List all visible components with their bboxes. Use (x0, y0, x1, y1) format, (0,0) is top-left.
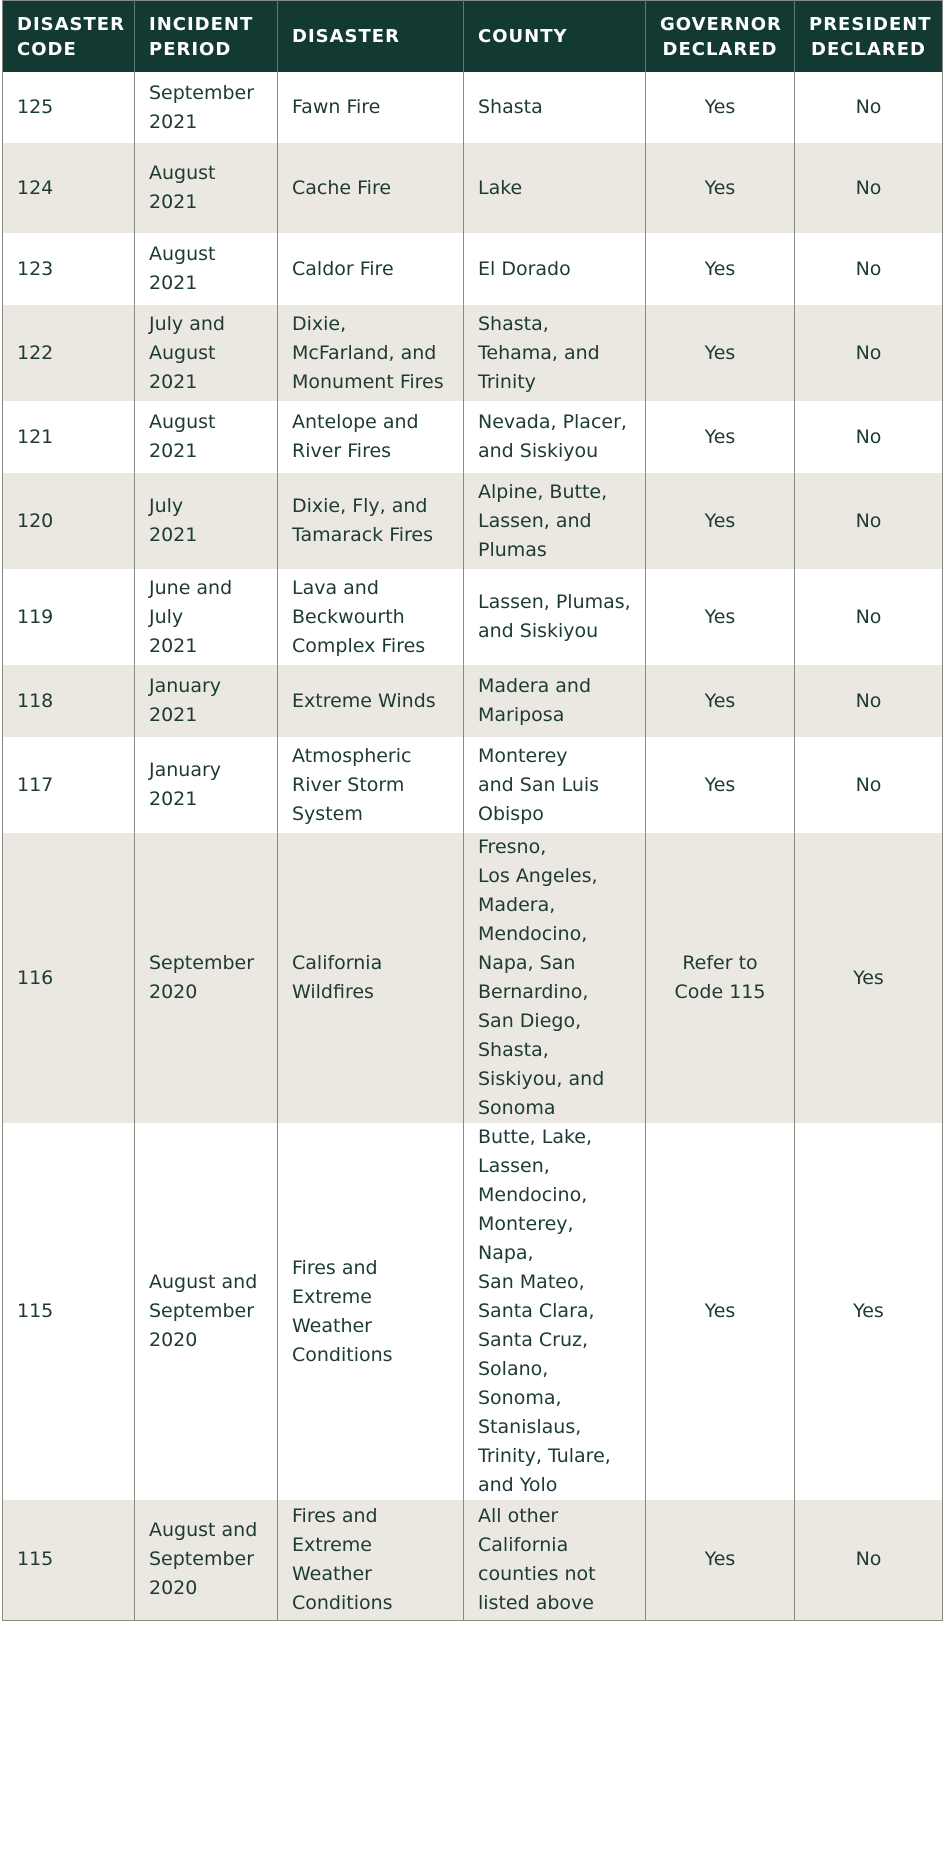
cell-disaster-line: Dixie, Fly, and (292, 495, 428, 517)
cell-disaster (278, 473, 464, 569)
cell-county (464, 1123, 646, 1500)
cell-incident-period-line: September (149, 952, 255, 974)
cell-governor-declared-line: Refer to (682, 952, 758, 974)
table-row (3, 1123, 943, 1500)
cell-disaster-code: 117 (3, 737, 135, 833)
cell-president-declared: No (795, 233, 943, 305)
cell-incident-period (135, 233, 278, 305)
header-label-line: GOVERNOR (660, 13, 782, 35)
cell-disaster-code: 115 (3, 1500, 135, 1620)
cell-incident-period-line: August and (149, 1519, 258, 1542)
cell-incident-period-line: 2020 (149, 1329, 198, 1351)
header-row (3, 1, 943, 73)
cell-county-line: Trinity, Tulare, (478, 1445, 611, 1467)
header-disaster-code (3, 1, 135, 73)
cell-incident-period-line: 2021 (149, 110, 198, 133)
cell-county-line: California (478, 1533, 569, 1556)
cell-county-line: Lassen, Plumas, (478, 591, 631, 613)
cell-governor-declared (646, 833, 795, 1123)
cell-county-line: Alpine, Butte, (478, 480, 608, 503)
cell-incident-period-line: 2021 (149, 272, 198, 294)
disaster-table-container (2, 0, 944, 1621)
cell-governor-declared-line: Yes (704, 1300, 736, 1322)
cell-disaster-line: River Fires (292, 440, 392, 462)
cell-incident-period (135, 1500, 278, 1620)
cell-county-line: Sonoma (478, 1097, 556, 1119)
header-label-line: PERIOD (149, 38, 232, 60)
cell-disaster-code: 120 (3, 473, 135, 569)
cell-president-declared: No (795, 665, 943, 737)
table-body (3, 72, 943, 1620)
cell-county-line: Mendocino, (478, 923, 588, 945)
cell-governor-declared (646, 305, 795, 401)
table-row (3, 143, 943, 233)
cell-incident-period-line: January (149, 675, 222, 697)
header-label-line: DISASTER (17, 13, 125, 35)
cell-incident-period-line: August and (149, 1271, 258, 1293)
cell-county-line: and Yolo (478, 1474, 558, 1496)
cell-governor-declared-line: Yes (704, 341, 736, 364)
cell-incident-period-line: 2021 (149, 440, 198, 462)
cell-county-line: Madera, (478, 894, 556, 916)
header-label-line: DECLARED (662, 38, 778, 60)
cell-county-line: El Dorado (478, 257, 571, 280)
cell-county-line: Trinity (478, 370, 536, 393)
cell-incident-period-line: July (149, 495, 184, 517)
cell-county-line: Bernardino, (478, 981, 589, 1003)
cell-disaster-code: 121 (3, 401, 135, 473)
cell-disaster (278, 1123, 464, 1500)
cell-governor-declared (646, 473, 795, 569)
cell-county (464, 233, 646, 305)
cell-incident-period-line: September (149, 1300, 255, 1322)
cell-incident-period-line: August (149, 341, 216, 364)
header-county (464, 1, 646, 73)
cell-disaster-line: Conditions (292, 1343, 393, 1366)
cell-county-line: Shasta, (478, 312, 549, 335)
header-label-line: DISASTER (292, 26, 400, 47)
cell-incident-period (135, 833, 278, 1123)
table-row (3, 233, 943, 305)
cell-county-line: Lassen, (478, 1155, 550, 1177)
cell-disaster-line: Wildfires (292, 981, 374, 1003)
cell-disaster-line: Weather (292, 1314, 372, 1337)
cell-county (464, 569, 646, 665)
cell-disaster (278, 305, 464, 401)
cell-county-line: Los Angeles, (478, 865, 598, 887)
header-label-line: COUNTY (478, 26, 568, 47)
cell-incident-period-line: 2021 (149, 191, 198, 213)
cell-disaster-line: System (292, 802, 363, 825)
cell-incident-period (135, 305, 278, 401)
cell-county-line: and San Luis (478, 773, 600, 796)
cell-county-line: Lake (478, 176, 523, 199)
cell-county-line: Stanislaus, (478, 1416, 582, 1438)
cell-disaster-code: 115 (3, 1123, 135, 1500)
table-row (3, 569, 943, 665)
cell-county-line: Monterey, (478, 1213, 574, 1235)
cell-president-declared: No (795, 737, 943, 833)
cell-disaster-line: Extreme Winds (292, 689, 436, 712)
cell-disaster (278, 665, 464, 737)
cell-disaster-line: Extreme (292, 1533, 372, 1556)
cell-incident-period-line: 2021 (149, 370, 198, 393)
cell-disaster-line: Weather (292, 1562, 372, 1585)
cell-county-line: Tehama, and (478, 341, 600, 364)
cell-president-declared: No (795, 72, 943, 143)
cell-disaster-line: Antelope and (292, 411, 419, 433)
cell-county-line: Napa, San (478, 952, 576, 974)
cell-county-line: Santa Cruz, (478, 1329, 589, 1351)
cell-county-line: listed above (478, 1591, 594, 1614)
cell-incident-period-line: June and (149, 576, 233, 599)
cell-incident-period-line: 2020 (149, 981, 198, 1003)
cell-incident-period-line: January (149, 759, 222, 781)
cell-disaster-code: 122 (3, 305, 135, 401)
cell-incident-period-line: 2021 (149, 634, 198, 657)
cell-governor-declared-line: Yes (704, 605, 736, 628)
cell-county-line: and Siskiyou (478, 620, 599, 642)
cell-county (464, 833, 646, 1123)
cell-incident-period (135, 737, 278, 833)
cell-disaster-line: Atmospheric (292, 744, 412, 767)
cell-governor-declared-line: Code 115 (674, 981, 766, 1003)
cell-disaster-line: Tamarack Fires (292, 524, 434, 546)
cell-disaster-line: Conditions (292, 1591, 393, 1614)
cell-incident-period-line: July (149, 605, 184, 628)
cell-disaster (278, 143, 464, 233)
cell-governor-declared-line: Yes (704, 773, 736, 796)
cell-county-line: counties not (478, 1562, 596, 1585)
table-header (3, 1, 943, 73)
cell-county-line: Shasta, (478, 1039, 549, 1061)
cell-governor-declared (646, 401, 795, 473)
header-label-line: INCIDENT (149, 13, 254, 35)
cell-disaster-code: 124 (3, 143, 135, 233)
table-row (3, 401, 943, 473)
cell-president-declared: No (795, 473, 943, 569)
cell-disaster-line: Caldor Fire (292, 257, 394, 280)
cell-county-line: Sonoma, (478, 1387, 562, 1409)
table-row (3, 737, 943, 833)
cell-disaster-line: Extreme (292, 1285, 372, 1308)
header-president-declared (795, 1, 943, 73)
cell-president-declared: No (795, 1500, 943, 1620)
cell-county (464, 473, 646, 569)
cell-disaster-line: McFarland, and (292, 341, 437, 364)
cell-county-line: Napa, (478, 1242, 534, 1264)
cell-incident-period (135, 473, 278, 569)
cell-county-line: Fresno, (478, 836, 547, 858)
cell-county-line: San Diego, (478, 1010, 582, 1032)
header-governor-declared (646, 1, 795, 73)
header-label-line: DECLARED (811, 38, 926, 60)
cell-incident-period-line: August (149, 243, 216, 265)
cell-president-declared: No (795, 569, 943, 665)
cell-county-line: Shasta (478, 96, 543, 118)
cell-disaster (278, 569, 464, 665)
cell-disaster-line: Complex Fires (292, 634, 426, 657)
cell-governor-declared (646, 737, 795, 833)
cell-governor-declared-line: Yes (704, 257, 736, 280)
disaster-declarations-table (2, 0, 943, 1621)
cell-governor-declared (646, 233, 795, 305)
cell-incident-period (135, 1123, 278, 1500)
cell-disaster-line: Lava and (292, 576, 379, 599)
cell-disaster-line: California (292, 952, 383, 974)
cell-governor-declared-line: Yes (704, 96, 736, 118)
cell-incident-period-line: 2021 (149, 704, 198, 726)
cell-incident-period (135, 72, 278, 143)
cell-governor-declared (646, 143, 795, 233)
cell-county (464, 401, 646, 473)
cell-disaster-code: 123 (3, 233, 135, 305)
cell-county-line: Lassen, and (478, 509, 592, 532)
table-row (3, 305, 943, 401)
table-row (3, 833, 943, 1123)
cell-county-line: and Siskiyou (478, 440, 599, 462)
cell-disaster-line: River Storm (292, 773, 405, 796)
cell-disaster (278, 737, 464, 833)
cell-county-line: Monterey (478, 744, 568, 767)
cell-president-declared: Yes (795, 1123, 943, 1500)
cell-county-line: San Mateo, (478, 1271, 585, 1293)
cell-governor-declared-line: Yes (704, 176, 736, 199)
cell-county (464, 665, 646, 737)
header-incident-period (135, 1, 278, 73)
cell-disaster-line: Cache Fire (292, 176, 392, 199)
cell-disaster-code: 119 (3, 569, 135, 665)
cell-county-line: Mendocino, (478, 1184, 588, 1206)
cell-president-declared: No (795, 143, 943, 233)
cell-incident-period (135, 569, 278, 665)
cell-president-declared: Yes (795, 833, 943, 1123)
cell-incident-period-line: 2020 (149, 1577, 198, 1600)
cell-county-line: Obispo (478, 802, 544, 825)
cell-disaster (278, 401, 464, 473)
cell-disaster-line: Beckwourth (292, 605, 405, 628)
cell-county-line: Mariposa (478, 704, 565, 726)
cell-disaster-code: 125 (3, 72, 135, 143)
cell-governor-declared-line: Yes (704, 689, 736, 712)
cell-governor-declared (646, 665, 795, 737)
cell-county (464, 737, 646, 833)
cell-disaster-line: Fires and (292, 1256, 378, 1279)
cell-incident-period-line: 2021 (149, 524, 198, 546)
cell-incident-period (135, 143, 278, 233)
cell-governor-declared (646, 569, 795, 665)
cell-disaster (278, 1500, 464, 1620)
cell-president-declared: No (795, 305, 943, 401)
table-row (3, 473, 943, 569)
table-row (3, 665, 943, 737)
cell-county-line: Butte, Lake, (478, 1126, 593, 1148)
cell-disaster (278, 72, 464, 143)
cell-county (464, 143, 646, 233)
cell-governor-declared-line: Yes (704, 1548, 736, 1571)
cell-president-declared: No (795, 401, 943, 473)
cell-governor-declared (646, 72, 795, 143)
cell-incident-period (135, 665, 278, 737)
cell-county (464, 1500, 646, 1620)
cell-county-line: All other (478, 1504, 559, 1527)
cell-incident-period-line: July and (149, 312, 225, 335)
cell-disaster-line: Fawn Fire (292, 96, 381, 118)
cell-county (464, 72, 646, 143)
table-row (3, 72, 943, 143)
table-row (3, 1500, 943, 1620)
header-label-line: CODE (17, 38, 77, 60)
header-disaster (278, 1, 464, 73)
cell-disaster (278, 233, 464, 305)
cell-governor-declared (646, 1500, 795, 1620)
cell-disaster-code: 118 (3, 665, 135, 737)
cell-incident-period-line: August (149, 162, 216, 184)
cell-incident-period (135, 401, 278, 473)
cell-disaster-line: Monument Fires (292, 370, 444, 393)
cell-governor-declared (646, 1123, 795, 1500)
header-label-line: PRESIDENT (809, 13, 932, 35)
cell-disaster (278, 833, 464, 1123)
cell-incident-period-line: September (149, 81, 255, 104)
cell-disaster-line: Fires and (292, 1504, 378, 1527)
cell-disaster-code: 116 (3, 833, 135, 1123)
cell-incident-period-line: September (149, 1548, 255, 1571)
cell-county-line: Plumas (478, 538, 547, 561)
cell-incident-period-line: August (149, 411, 216, 433)
cell-disaster-line: Dixie, (292, 312, 347, 335)
cell-governor-declared-line: Yes (704, 425, 736, 448)
cell-county-line: Siskiyou, and (478, 1068, 605, 1090)
cell-county (464, 305, 646, 401)
cell-county-line: Nevada, Placer, (478, 411, 627, 433)
cell-county-line: Solano, (478, 1358, 549, 1380)
cell-governor-declared-line: Yes (704, 509, 736, 532)
cell-incident-period-line: 2021 (149, 788, 198, 810)
cell-county-line: Madera and (478, 675, 592, 697)
cell-county-line: Santa Clara, (478, 1300, 595, 1322)
